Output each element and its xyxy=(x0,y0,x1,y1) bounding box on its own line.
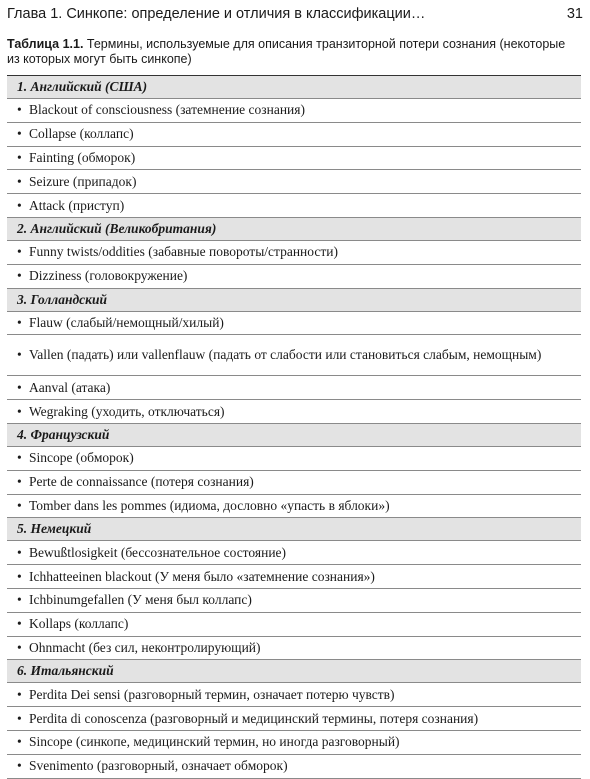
term-row xyxy=(7,494,581,518)
bullet-icon: • xyxy=(17,268,22,284)
term-row xyxy=(7,707,581,731)
term-text: Perte de connaissance (потеря сознания) xyxy=(29,474,254,490)
term-row xyxy=(7,311,581,335)
bullet-icon: • xyxy=(17,126,22,142)
term-row xyxy=(7,194,581,218)
section-title: 6. Итальянский xyxy=(7,660,581,683)
term-cell xyxy=(7,311,581,335)
term-row xyxy=(7,588,581,612)
term-text: Perdita Dei sensi (разговорный термин, означает потерю чувств) xyxy=(29,686,395,702)
bullet-icon: • xyxy=(17,379,22,395)
section-header-row xyxy=(7,518,581,541)
page-number: 31 xyxy=(566,6,583,22)
term-row xyxy=(7,541,581,565)
term-row xyxy=(7,470,581,494)
section-header-row xyxy=(7,76,581,99)
table-caption-label: Таблица 1.1. xyxy=(7,37,84,51)
term-row xyxy=(7,240,581,264)
term-text: Kollaps (коллапс) xyxy=(29,616,129,632)
bullet-icon: • xyxy=(17,544,22,560)
section-title: 3. Голландский xyxy=(7,288,581,311)
bullet-icon: • xyxy=(17,450,22,466)
bullet-icon: • xyxy=(17,710,22,726)
term-cell xyxy=(7,470,581,494)
term-text: Perdita di conoscenza (разговорный и медицинский термины, потеря сознания) xyxy=(29,710,479,726)
term-row xyxy=(7,146,581,170)
term-row xyxy=(7,730,581,754)
section-header-row xyxy=(7,217,581,240)
term-row xyxy=(7,612,581,636)
term-text: Ichhatteeinen blackout (У меня было «затемнение сознания») xyxy=(29,568,375,584)
bullet-icon: • xyxy=(17,314,22,330)
term-cell xyxy=(7,264,581,288)
bullet-icon: • xyxy=(17,149,22,165)
term-cell xyxy=(7,146,581,170)
section-header-row xyxy=(7,288,581,311)
bullet-icon: • xyxy=(17,347,22,363)
bullet-icon: • xyxy=(17,616,22,632)
term-text: Seizure (припадок) xyxy=(29,173,137,189)
term-cell xyxy=(7,240,581,264)
term-row xyxy=(7,400,581,424)
term-row xyxy=(7,565,581,589)
term-cell xyxy=(7,707,581,731)
term-cell xyxy=(7,494,581,518)
chapter-title: Глава 1. Синкопе: определение и отличия в классификации… xyxy=(7,6,426,22)
term-cell xyxy=(7,446,581,470)
term-row xyxy=(7,122,581,146)
term-cell xyxy=(7,636,581,660)
bullet-icon: • xyxy=(17,403,22,419)
term-text: Funny twists/oddities (забавные повороты/странности) xyxy=(29,244,338,260)
bullet-icon: • xyxy=(17,173,22,189)
bullet-icon: • xyxy=(17,568,22,584)
bullet-icon: • xyxy=(17,497,22,513)
term-cell xyxy=(7,194,581,218)
term-row xyxy=(7,446,581,470)
section-title: 5. Немецкий xyxy=(7,518,581,541)
term-row xyxy=(7,264,581,288)
term-cell xyxy=(7,541,581,565)
bullet-icon: • xyxy=(17,734,22,750)
term-cell xyxy=(7,565,581,589)
term-cell xyxy=(7,99,581,123)
table-caption xyxy=(7,37,570,67)
term-text: Tomber dans les pommes (идиома, дословно «упасть в яблоки») xyxy=(29,497,390,513)
section-header-row xyxy=(7,660,581,683)
term-text: Blackout of consciousness (затемнение сознания) xyxy=(29,102,305,118)
term-row xyxy=(7,99,581,123)
term-cell xyxy=(7,170,581,194)
bullet-icon: • xyxy=(17,102,22,118)
bullet-icon: • xyxy=(17,197,22,213)
term-text: Wegraking (уходить, отключаться) xyxy=(29,403,225,419)
section-title: 4. Французский xyxy=(7,423,581,446)
term-row xyxy=(7,636,581,660)
term-text: Collapse (коллапс) xyxy=(29,126,134,142)
term-cell xyxy=(7,400,581,424)
term-row xyxy=(7,754,581,778)
term-text: Aanval (атака) xyxy=(29,379,111,395)
term-text: Attack (приступ) xyxy=(29,197,125,213)
bullet-icon: • xyxy=(17,244,22,260)
term-row xyxy=(7,170,581,194)
bullet-icon: • xyxy=(17,639,22,655)
term-text: Ohnmacht (без сил, неконтролирующий) xyxy=(29,639,261,655)
term-cell xyxy=(7,588,581,612)
term-cell xyxy=(7,335,581,376)
terms-table xyxy=(7,75,581,779)
term-text: Sincope (синкопе, медицинский термин, но иногда разговорный) xyxy=(29,734,400,750)
section-title: 1. Английский (США) xyxy=(7,76,581,99)
term-cell xyxy=(7,122,581,146)
term-cell xyxy=(7,612,581,636)
term-text: Vallen (падать) или vallenflauw (падать от слабости или становиться слабым, немощным) xyxy=(29,347,542,363)
term-text: Fainting (обморок) xyxy=(29,149,136,165)
term-text: Dizziness (головокружение) xyxy=(29,268,188,284)
table-caption-text: Термины, используемые для описания транзиторной потери сознания (некоторые из которых могут быть синкопе) xyxy=(7,37,566,66)
section-title: 2. Английский (Великобритания) xyxy=(7,217,581,240)
section-header-row xyxy=(7,423,581,446)
term-cell xyxy=(7,376,581,400)
bullet-icon: • xyxy=(17,686,22,702)
term-row xyxy=(7,335,581,376)
term-text: Flauw (слабый/немощный/хилый) xyxy=(29,314,224,330)
term-cell xyxy=(7,754,581,778)
term-row xyxy=(7,683,581,707)
term-text: Bewußtlosigkeit (бессознательное состояние) xyxy=(29,544,287,560)
bullet-icon: • xyxy=(17,758,22,774)
term-row xyxy=(7,376,581,400)
term-cell xyxy=(7,730,581,754)
running-header xyxy=(7,3,583,25)
bullet-icon: • xyxy=(17,474,22,490)
term-text: Sincope (обморок) xyxy=(29,450,134,466)
term-text: Ichbinumgefallen (У меня был коллапс) xyxy=(29,592,252,608)
term-text: Svenimento (разговорный, означает обморок) xyxy=(29,758,288,774)
term-cell xyxy=(7,683,581,707)
bullet-icon: • xyxy=(17,592,22,608)
